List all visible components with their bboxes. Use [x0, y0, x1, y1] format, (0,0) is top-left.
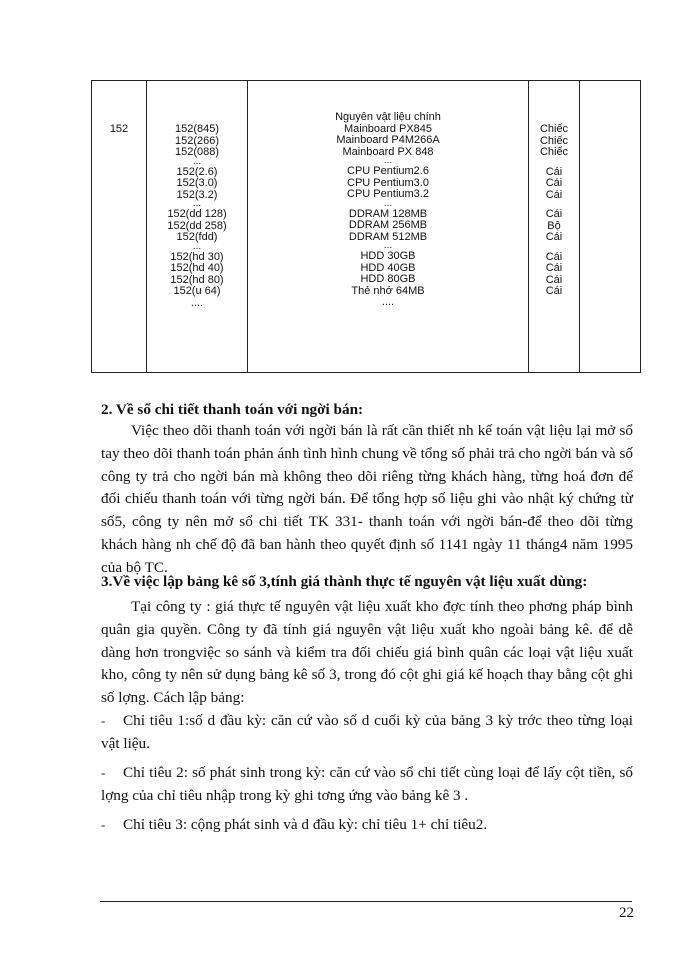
material-heading: Nguyên vật liệu chính	[335, 111, 441, 123]
account-column	[92, 81, 146, 372]
bullet-text: Chỉ tiêu 2: số phát sinh trong kỳ: căn cứ vào sổ chi tiết cùng loại để lấy cột tiền, số lợng của chỉ tiêu nhập trong kỳ ghi tơng ứng vào bảng kê 3 .	[101, 764, 633, 804]
sub-account: 152(2.6)	[176, 165, 218, 178]
section-2-paragraph	[101, 420, 633, 580]
footer-rule	[100, 901, 632, 902]
unit: Bộ	[547, 219, 561, 232]
unit: Cái	[545, 231, 563, 243]
bullet-mark: -	[101, 765, 106, 780]
sub-account: 152(845)	[174, 123, 220, 135]
section-3-text: Tại công ty : giá thực tế nguyên vật liệu xuất kho đợc tính theo phơng pháp bình quân gia quyền. Công ty đã tính giá nguyên vật liệu xuất kho ngoài bảng kê. để dễ dàng hơn trongviệc so sánh và kiểm tra đối chiếu giá bình quân các loại vật liệu xuất kho, công ty nên sử dụng bảng kê số 3, trong đó cột ghi giá kế hoạch thay bằng cột ghi số lợng. Cách lập bảng:	[101, 598, 633, 707]
sub-account: 152(266)	[174, 134, 220, 147]
unit: Cái	[545, 262, 563, 274]
table-column-divider	[579, 81, 580, 372]
section-3-paragraph	[101, 596, 633, 710]
sub-account: 152(3.0)	[176, 177, 218, 189]
material-name: DDRAM 128MB	[348, 207, 428, 220]
sub-account-column	[147, 81, 247, 372]
material-name: Thẻ nhớ 64MB	[351, 284, 425, 297]
unit: Cái	[545, 165, 563, 178]
material-name: Mainboard PX 848	[342, 145, 434, 158]
unit-column	[529, 81, 579, 372]
unit: Cái	[545, 250, 563, 263]
unit: Chiếc	[539, 123, 569, 135]
unit: Cái	[545, 188, 563, 201]
ellipsis: ...	[192, 155, 202, 167]
sub-account: 152(dd 128)	[167, 208, 227, 220]
bullet-text: Chỉ tiêu 1:số d đầu kỳ: căn cứ vào số d cuối kỳ của bảng 3 kỳ trớc theo từng loại vật liệu.	[101, 712, 633, 752]
material-name: CPU Pentium2.6	[347, 165, 429, 177]
bullet-item	[101, 814, 633, 837]
material-name: CPU Pentium3.2	[347, 188, 429, 200]
ellipsis: ...	[383, 240, 393, 251]
sub-account: 152(hd 80)	[170, 273, 224, 286]
ellipsis: ....	[190, 296, 204, 309]
material-name: Mainboard P4M266A	[336, 134, 440, 146]
materials-table	[91, 80, 641, 373]
section-2-heading: 2. Về sổ chi tiết thanh toán với ngời bán:	[101, 401, 364, 418]
material-name: Mainboard PX845	[343, 122, 433, 135]
sub-account: 152(3.2)	[176, 188, 218, 201]
unit: Chiếc	[539, 146, 569, 158]
material-name: HDD 30GB	[360, 250, 416, 262]
material-name: CPU Pentium3.0	[347, 176, 429, 189]
ellipsis: ...	[192, 240, 202, 252]
bullet-item	[101, 710, 633, 756]
material-name: HDD 40GB	[360, 261, 416, 274]
material-name: DDRAM 512MB	[348, 230, 428, 243]
section-2-text: Việc theo dõi thanh toán với ngời bán là rất cần thiết nh kế toán vật liệu lại mở sổ tay theo dõi thanh toán phản ánh tình hình chung về tổng số phải trả cho ngời bán và số công ty trả cho ngời bán mà không theo dõi riêng từng khách hàng, từng hoá đơn để đối chiếu thanh toán với từng ngời bán. Để tổng hợp số liệu ghi vào nhật ký chứng từ số5, công ty nên mở sổ chi tiết TK 331- thanh toán với ngời bán-để theo dõi từng khách hàng nh chế độ đã ban hành theo quyết định số 1141 ngày 11 tháng4 năm 1995 của bộ TC.	[101, 422, 633, 576]
sub-account: 152(hd 40)	[170, 262, 224, 274]
sub-account: 152(dd 258)	[167, 219, 227, 232]
sub-account: 152(fdd)	[176, 231, 218, 243]
unit: Cái	[545, 177, 563, 189]
bullet-item	[101, 762, 633, 808]
ellipsis: ....	[381, 296, 395, 308]
section-3-heading: 3.Về việc lập bảng kê số 3,tính giá thành thực tế nguyên vật liệu xuất dùng:	[101, 573, 588, 590]
material-column	[248, 81, 528, 372]
account-code: 152	[109, 123, 129, 135]
unit: Cái	[545, 285, 563, 297]
sub-account: 152(hd 30)	[170, 250, 224, 263]
material-name: DDRAM 256MB	[348, 219, 428, 231]
ellipsis: ...	[383, 197, 393, 209]
bullet-text: Chỉ tiêu 3: cộng phát sinh và d đầu kỳ: chỉ tiêu 1+ chỉ tiêu2.	[123, 816, 488, 833]
unit: Chiếc	[539, 134, 569, 147]
unit: Cái	[545, 273, 563, 286]
material-name: HDD 80GB	[360, 273, 416, 285]
ellipsis: ...	[383, 155, 393, 166]
page-number: 22	[619, 905, 634, 921]
sub-account: 152(088)	[174, 146, 220, 158]
bullet-mark: -	[101, 817, 106, 832]
unit: Cái	[545, 208, 563, 220]
sub-account: 152(u 64)	[173, 285, 221, 297]
bullet-mark: -	[101, 713, 106, 728]
ellipsis: ...	[192, 198, 202, 209]
